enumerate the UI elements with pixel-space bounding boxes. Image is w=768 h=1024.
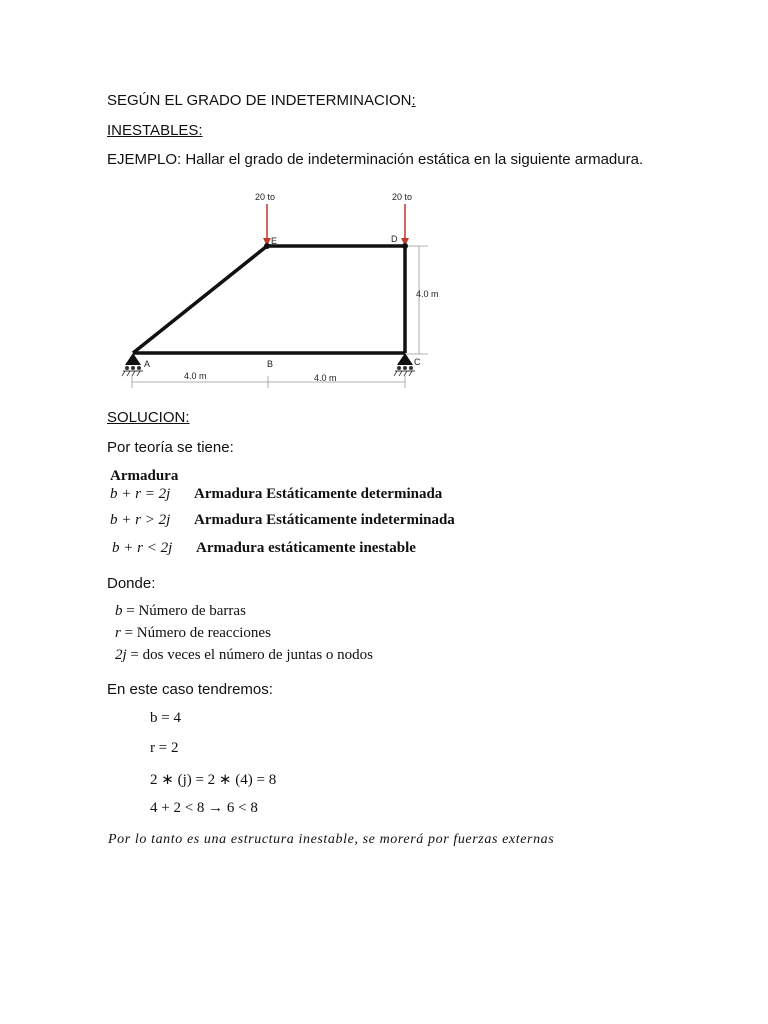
theory-row: b + r < 2j	[112, 540, 173, 556]
theory-row: b + r > 2j	[110, 512, 171, 528]
load-label-D: 20 to	[392, 192, 413, 202]
equation-r: r = 2	[150, 740, 179, 756]
span-label-AB: 4.0 m	[184, 371, 207, 381]
theory-intro: Por teoría se tiene:	[107, 439, 234, 456]
case-intro: En este caso tendremos:	[107, 681, 273, 698]
definition-item: 2j = dos veces el número de juntas o nodos	[115, 647, 373, 663]
pin-support-C	[394, 353, 415, 376]
theory-table-header: Armadura	[110, 468, 179, 484]
truss-diagram	[118, 186, 453, 394]
load-label-E: 20 to	[255, 192, 276, 202]
joint-D	[402, 243, 408, 249]
theory-row: b + r = 2j	[110, 486, 171, 502]
height-dimension-label: 4.0 m	[416, 289, 439, 299]
example-statement: EJEMPLO: Hallar el grado de indeterminación estática en la siguiente armadura.	[107, 151, 644, 168]
conclusion-text: Por lo tanto es una estructura inestable, se morerá por fuerzas externas	[108, 832, 555, 847]
equation-2j: 2 ∗ (j) = 2 ∗ (4) = 8	[150, 772, 277, 788]
definition-item: b = Número de barras	[115, 603, 246, 619]
node-label-B: B	[267, 359, 274, 369]
node-label-A: A	[144, 359, 151, 369]
equation-comparison: 4 + 2 < 8 → 6 < 8	[150, 800, 258, 816]
subheading-inestables: INESTABLES:	[107, 122, 203, 139]
where-label: Donde:	[107, 575, 156, 592]
joint-E	[264, 243, 270, 249]
node-label-E: E	[271, 236, 278, 246]
equation-b: b = 4	[150, 710, 181, 726]
span-label-BC: 4.0 m	[314, 373, 337, 383]
pin-support-A	[122, 353, 143, 376]
node-label-D: D	[391, 234, 398, 244]
solution-title: SOLUCION:	[107, 409, 190, 426]
member-AE	[133, 246, 267, 353]
section-heading: SEGÚN EL GRADO DE INDETERMINACION:	[107, 92, 416, 109]
node-label-C: C	[414, 357, 421, 367]
definition-item: r = Número de reacciones	[115, 625, 271, 641]
